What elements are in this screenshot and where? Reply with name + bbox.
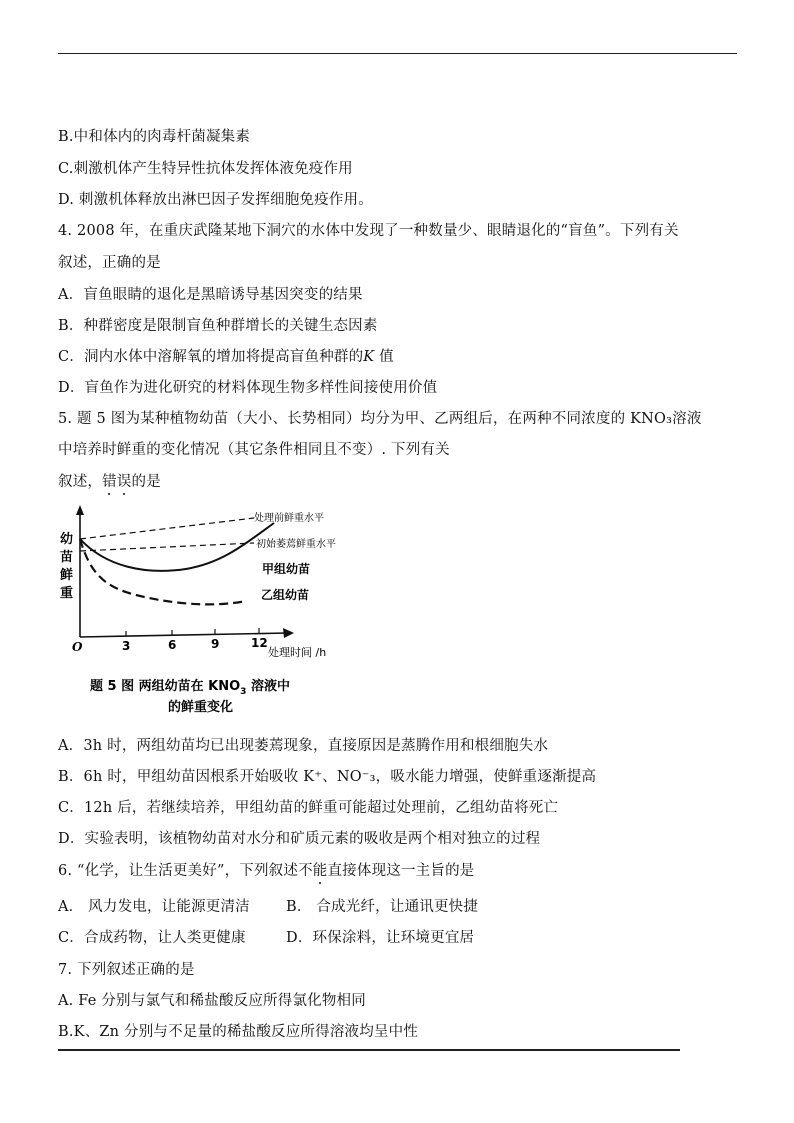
x-axis-label: 处理时间 /h <box>268 646 327 659</box>
option-b-q7: B.K、Zn 分别与不足量的稀盐酸反应所得溶液均呈中性 <box>58 1024 419 1040</box>
option-d-q3: D. 刺激机体释放出淋巴因子发挥细胞免疫作用。 <box>58 192 373 208</box>
header-rule <box>58 53 737 54</box>
y-label-char: 重 <box>60 586 74 601</box>
y-label-char: 幼 <box>60 532 74 547</box>
option-c-q3: C.刺激机体产生特异性抗体发挥体液免疫作用 <box>58 161 353 177</box>
y-label-char: 鲜 <box>60 568 74 583</box>
q5-prefix: 叙述， <box>58 474 103 490</box>
label-jia: 甲组幼苗 <box>262 562 311 576</box>
x-tick-label: 6 <box>168 638 177 652</box>
figure-caption <box>90 678 290 697</box>
q6-options-row1 <box>58 898 478 916</box>
caption-text-end: 溶液中 <box>246 679 290 694</box>
option-d-q4: D．盲鱼作为进化研究的材料体现生物多样性间接使用价值 <box>58 380 438 396</box>
question-5-stem-cont: 中培养时鲜重的变化情况（其它条件相同且不变）. 下列有关 <box>58 442 450 458</box>
question-4-stem: 4. 2008 年，在重庆武隆某地下洞穴的水体中发现了一种数量少、眼睛退化的“盲鱼”。下列有关 <box>58 223 679 239</box>
option-c-q4 <box>58 348 394 366</box>
question-7-stem: 7. 下列叙述正确的是 <box>58 962 195 978</box>
option-b-q5: B．6h 时，甲组幼苗因根系开始吸收 K⁺、NO⁻₃，吸水能力增强，使鲜重逐渐提高 <box>58 769 597 785</box>
option-d-q6: D．环保涂料，让环境更宜居 <box>286 930 475 946</box>
option-b-q3: B.中和体内的肉毒杆菌凝集素 <box>58 129 251 145</box>
curve-jia <box>80 523 274 571</box>
legend-before: 处理前鲜重水平 <box>254 513 324 524</box>
option-c-q4-tail: 值 <box>374 349 394 365</box>
emphasis-char: 错 <box>102 474 117 490</box>
option-b-q6: B． 合成光纤，让通讯更快捷 <box>286 899 479 915</box>
x-axis-arrow <box>283 628 294 638</box>
y-label-char: 苗 <box>60 550 74 565</box>
option-a-q5: A．3h 时，两组幼苗均已出现萎蔫现象，直接原因是蒸腾作用和根细胞失水 <box>58 738 549 754</box>
emphasis-char: 能 <box>312 863 328 879</box>
option-a-q6: A． 风力发电，让能源更清洁 <box>58 899 250 915</box>
option-c-q4-text: C．洞内水体中溶解氧的增加将提高盲鱼种群的 <box>58 349 364 365</box>
question-4-stem-cont: 叙述，正确的是 <box>58 255 161 271</box>
option-c-q6: C．合成药物，让人类更健康 <box>58 930 246 946</box>
question-6-stem <box>58 862 474 880</box>
question-5-stem-end <box>58 473 161 491</box>
y-axis-arrow <box>76 505 84 515</box>
footer-rule <box>58 1049 680 1051</box>
fresh-weight-figure <box>56 503 336 725</box>
reference-line-initial <box>80 543 254 551</box>
q6-prefix: 6. “化学，让生活更美好”，下列叙述不 <box>58 863 313 879</box>
option-a-q4: A．盲鱼眼睛的退化是黑暗诱导基因突变的结果 <box>58 287 363 303</box>
legend-initial: 初始萎蔫鲜重水平 <box>256 539 336 550</box>
q5-suffix: 的是 <box>131 474 161 490</box>
k-symbol: K <box>363 349 375 365</box>
caption-subscript: 3 <box>240 687 247 697</box>
option-d-q5: D．实验表明，该植物幼苗对水分和矿质元素的吸收是两个相对独立的过程 <box>58 831 541 847</box>
question-5-stem: 5. 题 5 图为某种植物幼苗（大小、长势相同）均分为甲、乙两组后，在两种不同浓度的 KNO₃溶液 <box>58 411 702 427</box>
label-yi: 乙组幼苗 <box>261 588 310 602</box>
emphasis-char: 误 <box>116 474 132 490</box>
x-tick-label: 9 <box>211 637 220 651</box>
x-tick-label: 12 <box>251 636 268 650</box>
option-b-q4: B．种群密度是限制盲鱼种群增长的关键生态因素 <box>58 318 378 334</box>
q6-options-row2 <box>58 929 474 947</box>
option-a-q7: A. Fe 分别与氯气和稀盐酸反应所得氯化物相同 <box>58 993 366 1009</box>
q6-suffix: 直接体现这一主旨的是 <box>327 863 475 879</box>
option-c-q5: C．12h 后，若继续培养，甲组幼苗的鲜重可能超过处理前，乙组幼苗将死亡 <box>58 800 559 816</box>
x-tick-label: 3 <box>122 639 131 653</box>
reference-line-before <box>80 518 254 539</box>
caption-text: 题 5 图 两组幼苗在 KNO <box>90 679 241 694</box>
origin-label: O <box>72 640 83 654</box>
figure-caption-line2: 的鲜重变化 <box>168 700 234 715</box>
